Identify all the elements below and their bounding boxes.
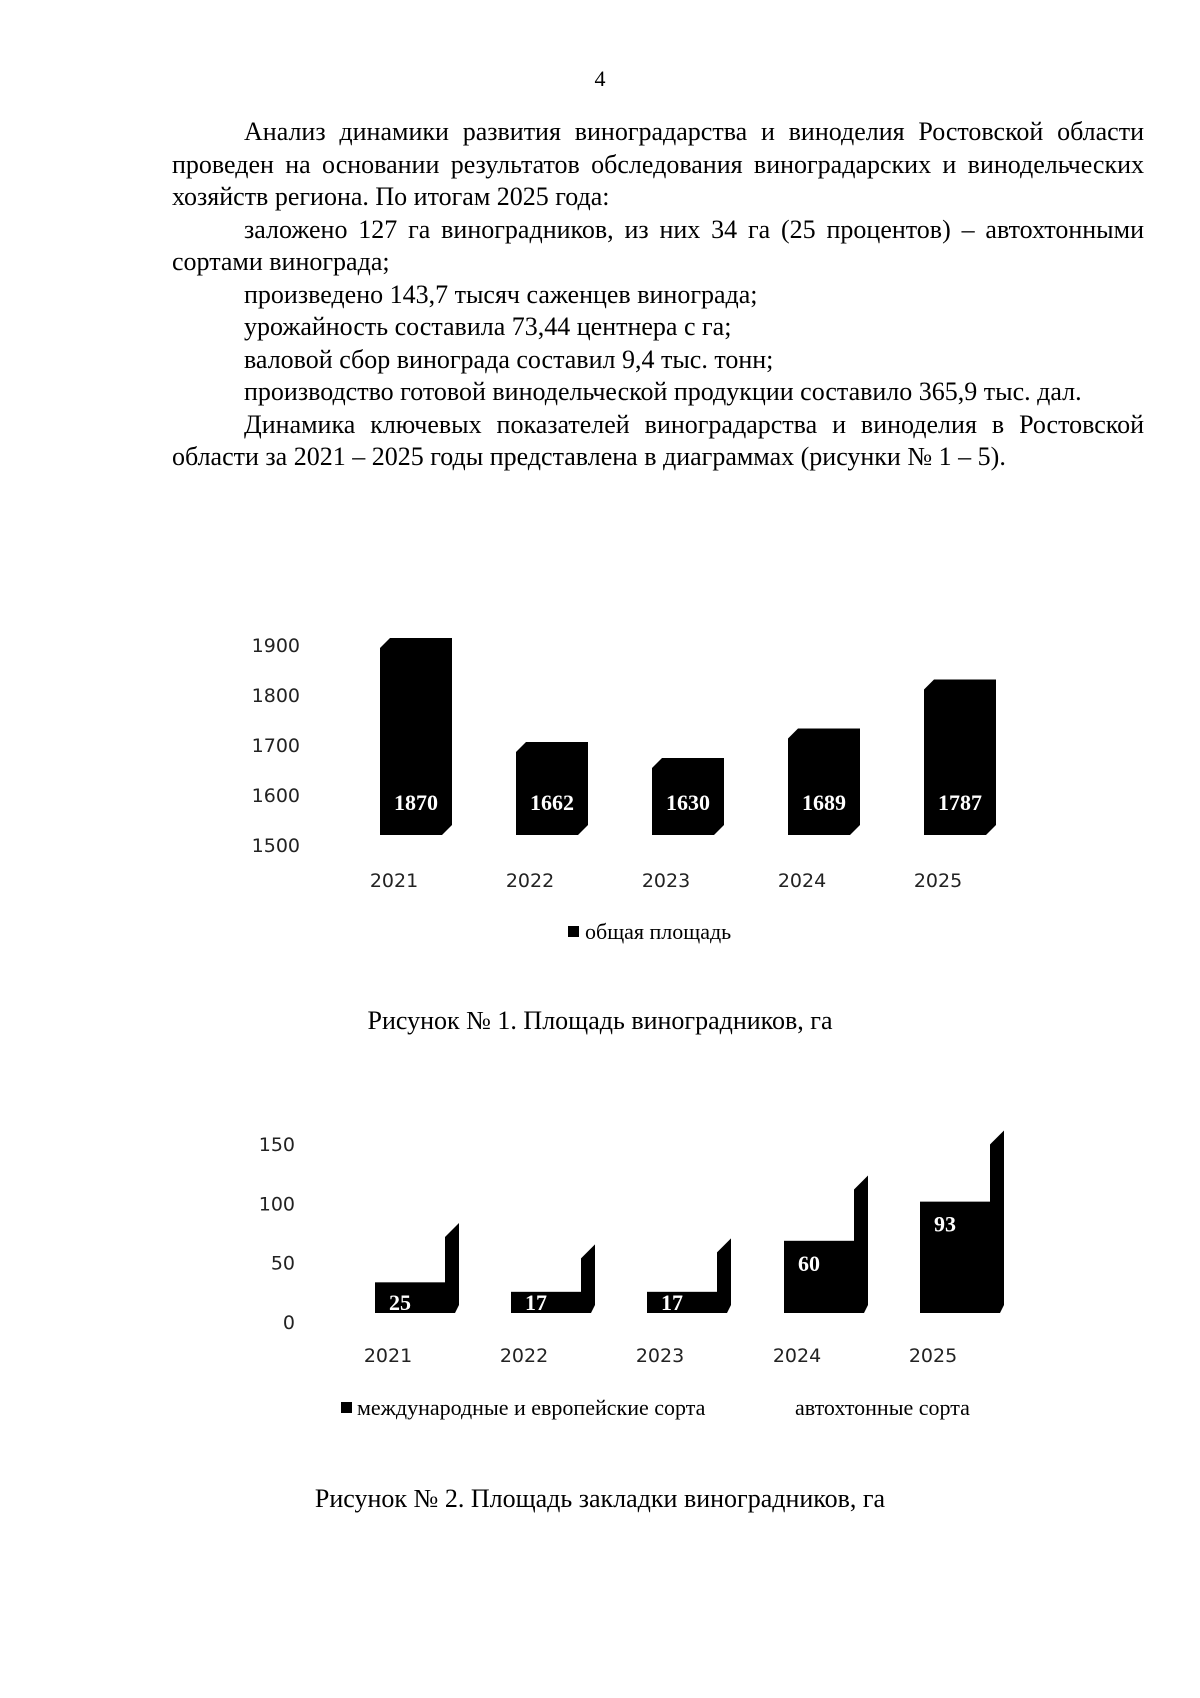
x-tick-label: 2023 [641, 870, 691, 892]
paragraph-wine-production: производство готовой винодельческой продукции составило 365,9 тыс. дал. [244, 377, 1082, 406]
paragraph-intro: Анализ динамики развития виноградарства и виноделия Ростовской области проведен на основании результатов обследования виноградарских и винодельческих хозяйств региона. По итогам 2025 года: [172, 117, 1144, 211]
bar-international-2021 [375, 1282, 447, 1313]
bar-2022 [516, 742, 588, 835]
paragraph-planted: заложено 127 га виноградников, из них 34 га (25 процентов) – автохтонными сортами винограда; [172, 214, 1144, 276]
x-tick-label: 2025 [908, 1345, 958, 1367]
legend-swatch-international [341, 1402, 352, 1413]
bar-value-label: 1689 [802, 790, 846, 815]
page-number: 4 [594, 66, 606, 91]
paragraph-yield: урожайность составила 73,44 центнера с га; [244, 312, 732, 341]
legend-label-autochthonous: автохтонные сорта [795, 1395, 970, 1420]
paragraph-seedlings: произведено 143,7 тысяч саженцев винограда; [244, 279, 758, 309]
y-tick-label: 1600 [251, 785, 300, 807]
bar-value-label: 93 [934, 1211, 956, 1237]
bar-autochthonous-2021 [445, 1223, 459, 1313]
x-tick-label: 2021 [369, 870, 419, 892]
y-tick-label: 1800 [251, 685, 300, 707]
legend-swatch [568, 926, 579, 937]
bar-value-label: 1630 [666, 790, 710, 815]
chart-planting-area [0, 1110, 1200, 1420]
y-tick-label: 50 [270, 1252, 295, 1275]
chart-vineyard-area [0, 610, 1200, 950]
legend-label: общая площадь [585, 919, 732, 944]
bar-value-label: 60 [798, 1250, 820, 1276]
bar-value-label: 17 [525, 1290, 547, 1315]
x-tick-label: 2023 [635, 1345, 685, 1367]
bar-value-label: 1870 [394, 790, 438, 815]
bar-international-2022 [511, 1292, 583, 1313]
x-tick-label: 2025 [913, 870, 963, 892]
y-tick-label: 1500 [251, 835, 300, 857]
bar-international-2025 [920, 1202, 992, 1313]
x-tick-label: 2022 [499, 1345, 549, 1367]
paragraph-harvest: валовой сбор винограда составил 9,4 тыс. тонн; [244, 344, 774, 374]
bar-autochthonous-2023 [717, 1238, 731, 1313]
bar-2024 [788, 729, 860, 836]
y-tick-label: 1700 [251, 735, 300, 757]
bar-value-label: 1787 [938, 790, 982, 815]
bar-international-2024 [784, 1241, 856, 1313]
legend-label-international: международные и европейские сорта [357, 1395, 706, 1420]
bar-value-label: 1662 [530, 790, 574, 815]
bar-international-2023 [647, 1292, 719, 1313]
bar-autochthonous-2022 [581, 1244, 595, 1313]
y-tick-label: 100 [258, 1193, 295, 1216]
paragraph-dynamics: Динамика ключевых показателей виноградарства и виноделия в Ростовской области за 2021 – 2025 годы представлена в диаграммах (рисунки № 1 – 5). [172, 409, 1144, 471]
bar-value-label: 17 [661, 1290, 683, 1315]
x-tick-label: 2024 [777, 870, 827, 892]
text-block [172, 116, 1144, 474]
figure-2-caption: Рисунок № 2. Площадь закладки виноградников, га [314, 1484, 886, 1513]
y-tick-label: 150 [258, 1134, 295, 1156]
x-tick-label: 2022 [505, 870, 555, 892]
bar-autochthonous-2025 [990, 1130, 1004, 1313]
x-tick-label: 2024 [772, 1345, 822, 1367]
y-tick-label: 0 [282, 1312, 295, 1334]
bar-autochthonous-2024 [854, 1176, 868, 1313]
x-tick-label: 2021 [363, 1345, 413, 1367]
y-tick-label: 1900 [251, 635, 300, 657]
figure-1-caption: Рисунок № 1. Площадь виноградников, га [367, 1006, 833, 1035]
bar-value-label: 25 [389, 1290, 411, 1315]
